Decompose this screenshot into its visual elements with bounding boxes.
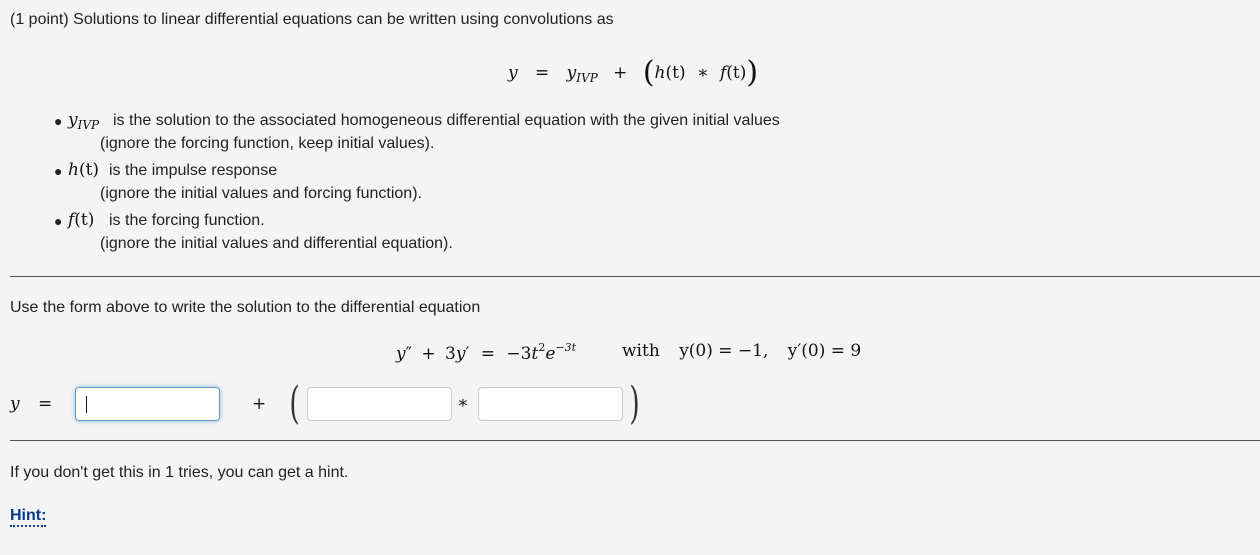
hint-link[interactable]: Hint: [10,507,46,527]
answer-y: y [10,394,20,414]
bullet-symbol: h [68,160,79,180]
formula-lparen: ( [642,55,655,90]
bullet-symbol: y [68,110,78,130]
impulse-response-input[interactable] [307,387,452,421]
yivp-input[interactable] [75,387,220,421]
bullet-note: (ignore the initial values and forcing function). [100,185,422,202]
section-divider [10,276,1260,277]
convolution-formula [508,55,758,91]
answer-lhs [10,394,20,414]
bullet-dot: ● [54,163,63,179]
convolution-star: ∗ [457,393,469,413]
points-label: (1 point) [10,11,69,28]
bullet-text: is the impulse response [109,162,278,179]
bullet-note: (ignore the forcing function, keep initial values). [100,135,435,152]
formula-star: ∗ [697,63,709,83]
formula-lhs: y [508,63,518,83]
bullet-symbol-arg: (t) [78,160,100,180]
bullet-list [54,110,954,260]
forcing-function-input[interactable] [478,387,623,421]
ode-y-prime-base: y [455,344,466,364]
bullet-text: is the solution to the associated homogeneous differential equation with the given initial values [113,112,780,129]
ode-rhs-e: e [545,344,556,364]
ode-rhs-t: t [531,344,539,364]
initial-condition-1: y(0) = −1, [679,341,769,361]
bullet-dot: ● [54,213,63,229]
bullet-note: (ignore the initial values and differential equation). [100,235,453,252]
bullet-symbol-arg: (t) [74,210,95,230]
bullet-symbol: f [68,210,75,230]
problem-intro [10,11,614,29]
with-word: with [622,341,660,361]
ode-equals: = [480,344,495,364]
ode-coef: 3 [445,344,456,364]
formula-equals: = [535,63,550,83]
answer-left-paren: ( [289,378,300,429]
bullet-text: is the forcing function. [109,212,265,229]
intro-text: Solutions to linear differential equations can be written using convolutions as [73,11,614,28]
formula-yivp: y [566,63,577,83]
bullet-symbol-sub: IVP [77,118,100,132]
formula-f-arg: (t) [726,63,747,83]
tries-message: If you don't get this in 1 tries, you can get a hint. [10,464,349,481]
section-divider [10,440,1260,441]
answer-plus: + [252,394,267,414]
formula-h: h [654,63,666,83]
list-item [54,110,954,135]
formula-plus: + [613,63,628,83]
answer-right-paren: ) [629,378,640,429]
initial-conditions [622,341,861,361]
list-item [54,210,954,235]
ode-double-prime: ″ [405,344,412,364]
differential-equation [396,341,576,364]
ode-prime: ′ [465,344,470,364]
formula-f: f [719,63,727,83]
ode-rhs-e-exp: −3t [555,341,577,354]
initial-condition-2: y′(0) = 9 [787,341,862,361]
hint-container [10,507,46,525]
ode-rhs-coef: −3 [506,344,532,364]
formula-h-arg: (t) [665,63,686,83]
ode-y: y [396,344,406,364]
ode-rhs-t-exp: 2 [538,341,546,354]
ode-plus: + [421,344,436,364]
formula-rparen: ) [746,55,759,90]
formula-yivp-sub: IVP [576,71,598,85]
task-instruction: Use the form above to write the solution to the differential equation [10,299,481,316]
bullet-dot: ● [54,113,63,129]
answer-equals: = [38,394,53,414]
text-caret [86,396,87,413]
list-item [54,160,954,185]
